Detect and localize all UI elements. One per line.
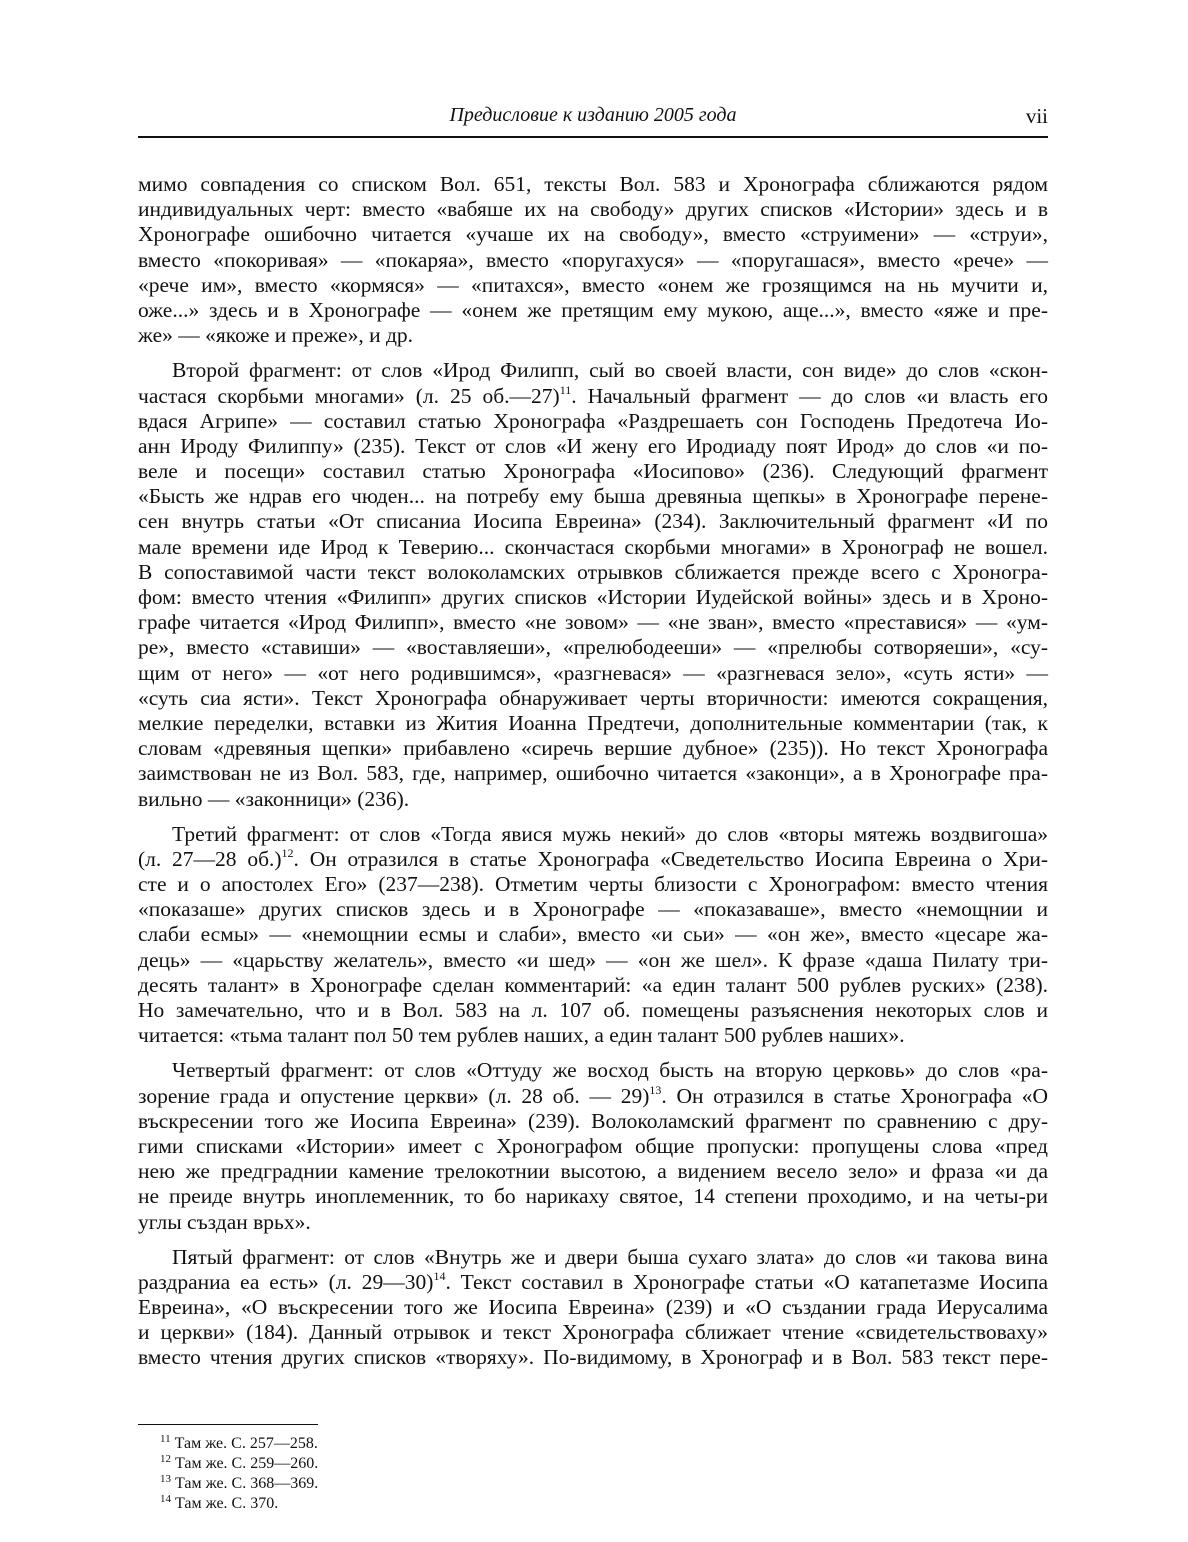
text-line xyxy=(138,434,1048,459)
footnote xyxy=(160,1454,318,1474)
footnote-text: Там же. С. 257—258. xyxy=(174,1435,318,1452)
text-segment: раздраниа еа есть» (л. 29—30) xyxy=(138,1269,434,1294)
body-text xyxy=(138,172,1048,1381)
text-segment: нею же предграднии камение трелокотнии высотою, а видением весело зело» и фраза «и да xyxy=(138,1159,1048,1184)
text-segment: слаби есмы» — «немощнии есмы и слаби», вместо «и сьи» — «он же», вместо «цесаре жа- xyxy=(138,922,1048,947)
text-line xyxy=(138,787,1048,812)
paragraph xyxy=(138,822,1048,1049)
running-header xyxy=(138,100,1048,132)
text-segment: . Он отразился в статье Хронографа «О xyxy=(661,1083,1048,1108)
text-line xyxy=(138,1159,1048,1184)
footnote-ref[interactable]: 13 xyxy=(649,1082,662,1097)
text-line xyxy=(138,635,1048,660)
text-segment: зорение града и опустение церкви» (л. 28 об. — 29) xyxy=(138,1083,650,1108)
text-line xyxy=(138,998,1048,1023)
text-line xyxy=(138,273,1048,298)
footnote-number: 11 xyxy=(160,1433,171,1445)
text-line xyxy=(138,484,1048,509)
text-segment: въскресении того же Иосипа Евреина» (239). Волоколамский фрагмент по сравнению с дру- xyxy=(138,1108,1048,1133)
text-segment: графе читается «Ирод Филипп», вместо «не зовом» — «не зван», вместо «преставися» — «ум- xyxy=(138,610,1048,635)
text-line xyxy=(138,897,1048,922)
text-segment: В сопоставимой части текст волоколамских отрывков сближается прежде всего с Хроногра- xyxy=(138,559,1048,584)
text-line xyxy=(138,948,1048,973)
footnote-number: 12 xyxy=(160,1453,171,1465)
paragraph xyxy=(138,172,1048,348)
text-segment: мелкие переделки, вставки из Жития Иоанна Предтечи, дополнительные комментарии (так, к xyxy=(138,710,1048,735)
text-line xyxy=(138,459,1048,484)
text-segment: Но замечательно, что и в Вол. 583 на л. 107 об. помещены разъяснения некоторых слов и xyxy=(138,998,1048,1022)
text-segment: анн Ироду Филиппу» (235). Текст от слов «И жену его Иродиаду поят Ирод» до слов «и по- xyxy=(138,433,1048,458)
text-line xyxy=(138,872,1048,897)
text-line xyxy=(138,1210,1048,1235)
text-line xyxy=(138,922,1048,947)
text-segment: оже...» здесь и в Хронографе — «онем же претящим ему мукою, аще...», вместо «яже и пре- xyxy=(138,297,1048,322)
footnote-number: 13 xyxy=(160,1473,171,1485)
text-line xyxy=(138,535,1048,560)
text-line xyxy=(138,409,1048,434)
text-segment: индивидуальных черт: вместо «вабяше их на свободу» других списков «Истории» здесь и в xyxy=(138,197,1048,222)
text-line xyxy=(138,1084,1048,1109)
text-line xyxy=(138,384,1048,409)
text-segment: «показаше» других списков здесь и в Хронографе — «показаваше», вместо «немощнии и xyxy=(138,897,1048,922)
footnote xyxy=(160,1434,318,1454)
text-line xyxy=(138,1270,1048,1295)
text-line xyxy=(138,1184,1048,1209)
text-segment: Хронографе ошибочно читается «учаше их на свободу», вместо «струимени» — «струи», xyxy=(138,222,1048,247)
text-segment: «Бысть же ндрав его чюден... на потребу ему быша древяныа щепкы» в Хронографе перене- xyxy=(138,484,1048,509)
text-line xyxy=(138,661,1048,686)
text-segment: словам «древяныя щепки» прибавлено «сиречь вершие дубное» (235)). Но текст Хронографа xyxy=(138,736,1048,761)
text-line xyxy=(138,1109,1048,1134)
text-line xyxy=(138,822,1048,847)
footnote-ref[interactable]: 11 xyxy=(559,382,572,397)
text-segment: Третий фрагмент: от слов «Тогда явися мужь некий» до слов «вторы мятежь воздвигоша» xyxy=(172,821,1048,846)
text-segment: Пятый фрагмент: от слов «Внутрь же и двери быша сухаго злата» до слов «и такова вина xyxy=(172,1244,1048,1269)
text-segment: мимо совпадения со списком Вол. 651, тексты Вол. 583 и Хронографа сближаются рядом xyxy=(138,172,1048,196)
text-segment: заимствован не из Вол. 583, где, например, ошибочно читается «законци», а в Хронографе пра- xyxy=(138,761,1048,786)
text-segment: веле и посещи» составил статью Хронографа «Иосипово» (236). Следующий фрагмент xyxy=(138,459,1048,484)
text-segment: дець» — «царьству желатель», вместо «и шед» — «он же шел». К фразе «даша Пилату три- xyxy=(138,947,1048,972)
text-line xyxy=(138,711,1048,736)
footnotes xyxy=(160,1434,318,1514)
text-line xyxy=(138,1320,1048,1345)
text-line xyxy=(138,847,1048,872)
footnote-text: Там же. С. 259—260. xyxy=(175,1455,319,1472)
footnote xyxy=(160,1494,318,1514)
text-line xyxy=(138,172,1048,197)
running-title: Предисловие к изданию 2005 года xyxy=(449,104,737,126)
text-line xyxy=(138,1345,1048,1370)
text-line xyxy=(138,1295,1048,1320)
paragraph xyxy=(138,358,1048,811)
text-line xyxy=(138,585,1048,610)
text-segment: гими списками «Истории» имеет с Хронографом общие пропуски: пропущены слова «пред xyxy=(138,1133,1048,1158)
text-segment: «суть сиа ясти». Текст Хронографа обнаруживает черты вторичности: имеются сокращения, xyxy=(138,685,1048,710)
paragraph xyxy=(138,1058,1048,1234)
text-segment: вильно — «законници» (236). xyxy=(138,786,410,811)
text-segment: сте и о апостолех Его» (237—238). Отметим черты близости с Хронографом: вместо чтения xyxy=(138,872,1048,897)
footnote xyxy=(160,1474,318,1494)
text-segment: (л. 27—28 об.) xyxy=(138,846,282,871)
text-segment: десять талант» в Хронографе сделан комментарий: «а един талант 500 рублев руских» (238). xyxy=(138,972,1048,997)
text-line xyxy=(138,248,1048,273)
text-line xyxy=(138,973,1048,998)
text-line xyxy=(138,1058,1048,1083)
text-line xyxy=(138,560,1048,585)
text-segment: Евреина», «О въскресении того же Иосипа Евреина» (239) и «О създании града Иерусалима xyxy=(138,1295,1048,1320)
text-segment: мале времени иде Ирод к Теверию... скончастася скорбьми многами» в Хронограф не вошел. xyxy=(138,534,1048,559)
text-segment: не преиде внутрь иноплеменник, то бо нарикаху святое, 14 степени проходимо, и на четы-ри xyxy=(138,1184,1048,1209)
text-segment: Второй фрагмент: от слов «Ирод Филипп, сый во своей власти, сон виде» до слов «скон- xyxy=(172,358,1048,383)
text-line xyxy=(138,686,1048,711)
footnote-text: Там же. С. 370. xyxy=(175,1495,279,1512)
text-segment: фом: вместо чтения «Филипп» других списков «Истории Иудейской войны» здесь и в Хроно- xyxy=(138,585,1048,609)
footnote-ref[interactable]: 12 xyxy=(281,845,294,860)
text-line xyxy=(138,197,1048,222)
footnote-ref[interactable]: 14 xyxy=(433,1268,446,1283)
text-line xyxy=(138,736,1048,761)
text-segment: . Он отразился в статье Хронографа «Сведетельство Иосипа Евреина о Хри- xyxy=(293,846,1048,871)
text-segment: и церкви» (184). Данный отрывок и текст Хронографа сближает чтение «свидетельствоваху» xyxy=(138,1320,1048,1345)
footnote-text: Там же. С. 368—369. xyxy=(175,1475,319,1492)
text-segment: . Начальный фрагмент — до слов «и власть его xyxy=(571,383,1048,408)
text-segment: же» — «якоже и преже», и др. xyxy=(138,323,414,348)
text-segment: щим от него» — «от него родившимся», «разгневася» — «разгневася зело», «суть ясти» — xyxy=(138,660,1048,685)
header-rule xyxy=(138,136,1048,138)
footnote-number: 14 xyxy=(160,1493,171,1505)
text-line xyxy=(138,1245,1048,1270)
text-segment: Четвертый фрагмент: от слов «Оттуду же восход бысть на вторую церковь» до слов «ра- xyxy=(172,1058,1048,1083)
text-line xyxy=(138,1134,1048,1159)
text-line xyxy=(138,298,1048,323)
text-segment: частася скорбьми многами» (л. 25 об.—27) xyxy=(138,383,560,408)
text-segment: ре», вместо «ставиши» — «воставляеши», «прелюбодееши» — «прелюбы сотворяеши», «су- xyxy=(138,635,1048,660)
text-segment: . Текст составил в Хронографе статьи «О катапетазме Иосипа xyxy=(445,1269,1048,1294)
text-segment: читается: «тьма талант пол 50 тем рублев наших, а един талант 500 рублев наших». xyxy=(138,1023,905,1048)
text-segment: «рече им», вместо «кормяся» — «питахся», вместо «онем же грозящимся на нь мучити и, xyxy=(138,272,1048,297)
text-line xyxy=(138,761,1048,786)
text-segment: вместо «покоривая» — «покаряа», вместо «поругахуся» — «поругашася», вместо «рече» — xyxy=(138,247,1048,272)
page-number: vii xyxy=(1025,104,1048,128)
footnote-rule xyxy=(138,1424,318,1425)
text-segment: углы създан врьх». xyxy=(138,1209,311,1234)
text-segment: сен внутрь статьи «От списаниа Иосипа Евреина» (234). Заключительный фрагмент «И по xyxy=(138,509,1048,534)
text-line xyxy=(138,222,1048,247)
paragraph xyxy=(138,1245,1048,1371)
text-line xyxy=(138,358,1048,383)
text-line xyxy=(138,610,1048,635)
text-segment: вместо чтения других списков «творяху». По-видимому, в Хронограф и в Вол. 583 текст пере- xyxy=(138,1345,1048,1370)
text-line xyxy=(138,323,1048,348)
text-line xyxy=(138,1023,1048,1048)
text-segment: вдася Агрипе» — составил статью Хронографа «Раздрешаеть сон Господень Предотеча Ио- xyxy=(138,408,1048,433)
text-line xyxy=(138,509,1048,534)
